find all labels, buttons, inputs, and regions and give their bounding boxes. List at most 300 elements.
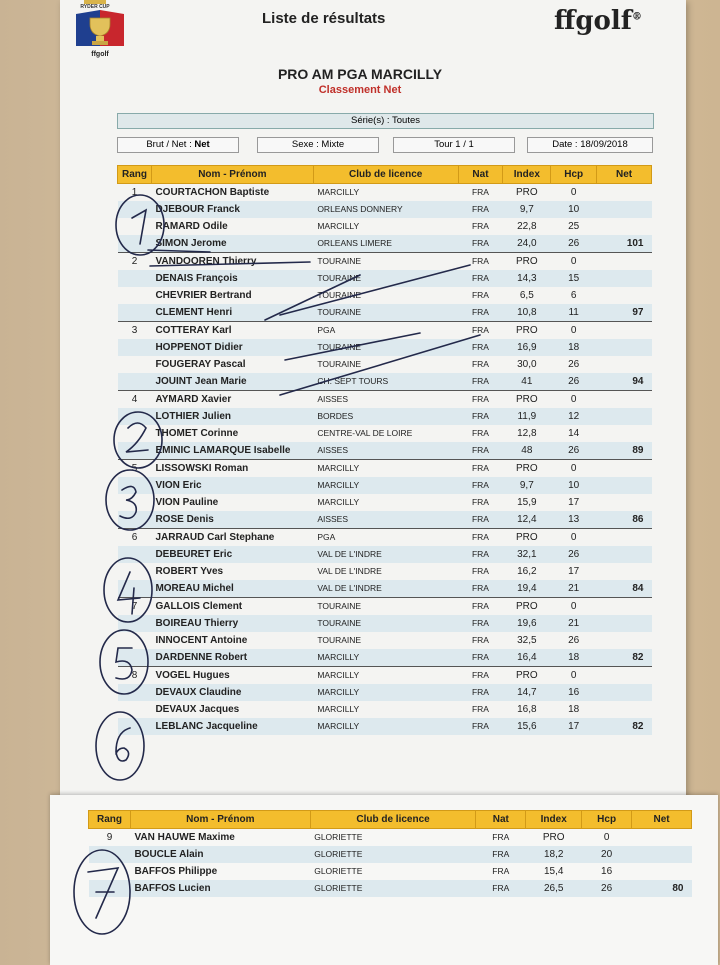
net-score: [597, 408, 652, 425]
nationality: FRA: [476, 880, 526, 897]
nationality: FRA: [471, 359, 489, 369]
col-club: Club de licence: [310, 811, 476, 829]
index-value: 22,8: [517, 221, 537, 232]
hcp-value: 0: [551, 460, 597, 478]
table-row: [118, 649, 652, 667]
nationality: FRA: [458, 253, 503, 271]
club-name: CENTRE-VAL DE LOIRE: [317, 428, 413, 438]
hcp-value: 25: [568, 221, 580, 232]
index-value: 16,8: [517, 704, 537, 715]
index-value: 9,7: [503, 201, 551, 218]
col-rang: Rang: [118, 166, 152, 184]
rank-cell: [118, 684, 152, 701]
index-value: 19,4: [503, 580, 551, 598]
hcp-value: 0: [551, 184, 597, 202]
player-name: CLEMENT Henri: [151, 304, 313, 322]
player-name: ROBERT Yves: [155, 566, 224, 577]
table-row: [118, 494, 652, 511]
net-score: [597, 615, 652, 632]
nationality: FRA: [458, 235, 503, 253]
table-row: [118, 598, 652, 616]
net-score: [597, 270, 652, 287]
table-row: [118, 442, 652, 460]
rank-cell: [118, 339, 152, 356]
index-value: 16,4: [503, 649, 551, 667]
hcp-value: 26: [582, 880, 632, 897]
hcp-value: 20: [582, 846, 632, 863]
net-score: [597, 391, 652, 409]
club-name: MARCILLY: [313, 667, 458, 685]
club-name: MARCILLY: [313, 184, 458, 202]
col-club: Club de licence: [313, 166, 458, 184]
net-score: [597, 218, 652, 235]
player-name: SIMON Jerome: [151, 235, 313, 253]
club-name: MARCILLY: [313, 649, 458, 667]
index-value: PRO: [503, 184, 551, 202]
nationality: FRA: [458, 322, 503, 340]
col-index: Index: [526, 811, 582, 829]
rank-cell: [118, 477, 152, 494]
table-row: [118, 511, 652, 529]
rank-cell: [118, 718, 152, 735]
hcp-value: 11: [551, 304, 597, 322]
nationality: FRA: [492, 866, 510, 876]
nationality: FRA: [476, 846, 526, 863]
rank-cell: [118, 649, 152, 667]
hcp-value: 18: [551, 339, 597, 356]
table-row: [118, 218, 652, 235]
col-nat: Nat: [476, 811, 526, 829]
index-value: 10,8: [503, 304, 551, 322]
nationality: FRA: [458, 442, 503, 460]
svg-text:RYDER CUP: RYDER CUP: [80, 4, 110, 10]
club-name: AISSES: [313, 511, 458, 529]
club-name: TOURAINE: [313, 598, 458, 616]
club-name: GLORIETTE: [310, 880, 476, 897]
net-score: [597, 632, 652, 649]
rank-cell: [118, 546, 152, 563]
rank-cell: 7: [118, 598, 152, 616]
nationality: FRA: [458, 460, 503, 478]
results-table-2: [88, 810, 692, 897]
net-score: [632, 829, 692, 847]
table-header: [118, 166, 652, 184]
player-name: DJEBOUR Franck: [151, 201, 313, 218]
player-name: GALLOIS Clement: [151, 598, 313, 616]
nationality: FRA: [458, 391, 503, 409]
club-name: TOURAINE: [313, 270, 458, 287]
club-name: ORLEANS LIMERE: [313, 235, 458, 253]
net-score: [597, 184, 652, 202]
hcp-value: 26: [551, 546, 597, 563]
player-name: JOUINT Jean Marie: [151, 373, 313, 391]
net-score: 82: [597, 649, 652, 667]
player-name: ROSE Denis: [151, 511, 313, 529]
tour-box: Tour 1 / 1: [393, 137, 515, 153]
nationality: FRA: [458, 339, 503, 356]
player-name: BOIREAU Thierry: [151, 615, 313, 632]
nationality: FRA: [458, 667, 503, 685]
club-name: MARCILLY: [313, 684, 458, 701]
table-row: [118, 201, 652, 218]
club-name: AISSES: [313, 442, 458, 460]
index-value: PRO: [503, 460, 551, 478]
player-name: DENAIS François: [151, 270, 313, 287]
rank-cell: [89, 863, 131, 880]
rank-cell: [118, 580, 152, 598]
table-row: [118, 373, 652, 391]
col-hcp: Hcp: [551, 166, 597, 184]
table-row: [118, 322, 652, 340]
results-table: [117, 165, 652, 735]
nationality: FRA: [471, 428, 489, 438]
index-value: 9,7: [503, 477, 551, 494]
hcp-value: 21: [551, 615, 597, 632]
nationality: FRA: [471, 704, 489, 714]
rank-cell: 2: [118, 253, 152, 271]
rank-cell: [118, 511, 152, 529]
index-value: 32,5: [517, 635, 537, 646]
sexe-box: Sexe : Mixte: [257, 137, 379, 153]
index-value: 19,6: [503, 615, 551, 632]
index-value: PRO: [503, 322, 551, 340]
hcp-value: 10: [551, 201, 597, 218]
rank-cell: [118, 632, 152, 649]
net-score: [597, 322, 652, 340]
rank-cell: 5: [118, 460, 152, 478]
index-value: 12,8: [517, 428, 537, 439]
player-name: BAFFOS Philippe: [134, 866, 218, 877]
club-name: TOURAINE: [317, 290, 362, 300]
nationality: FRA: [458, 546, 503, 563]
rank-cell: [118, 304, 152, 322]
nationality: FRA: [458, 373, 503, 391]
table-row: [118, 391, 652, 409]
club-name: BORDES: [313, 408, 458, 425]
player-name: BOUCLE Alain: [130, 846, 310, 863]
hcp-value: 16: [551, 684, 597, 701]
table-row: [118, 356, 652, 373]
table-row: [118, 667, 652, 685]
nationality: FRA: [458, 529, 503, 547]
rank-cell: 1: [118, 184, 152, 202]
player-name: RAMARD Odile: [155, 221, 228, 232]
hcp-value: 12: [551, 408, 597, 425]
index-value: PRO: [503, 667, 551, 685]
table-row: [89, 846, 692, 863]
hcp-value: 15: [551, 270, 597, 287]
index-value: 30,0: [517, 359, 537, 370]
rank-cell: [118, 235, 152, 253]
nationality: FRA: [458, 201, 503, 218]
col-net: Net: [597, 166, 652, 184]
hcp-value: 10: [551, 477, 597, 494]
hcp-value: 18: [551, 649, 597, 667]
table-row: [118, 235, 652, 253]
player-name: LEBLANC Jacqueline: [151, 718, 313, 735]
net-score: [597, 494, 652, 511]
table-header: [89, 811, 692, 829]
player-name: DARDENNE Robert: [151, 649, 313, 667]
table-row: [118, 718, 652, 735]
net-score: [597, 598, 652, 616]
player-name: DEBEURET Eric: [151, 546, 313, 563]
net-score: [597, 477, 652, 494]
table-row: [89, 829, 692, 847]
net-score: [597, 667, 652, 685]
hcp-value: 0: [551, 667, 597, 685]
rank-cell: 3: [118, 322, 152, 340]
net-score: [597, 287, 652, 304]
nationality: FRA: [458, 598, 503, 616]
nationality: FRA: [471, 497, 489, 507]
nationality: FRA: [458, 580, 503, 598]
index-value: 15,9: [517, 497, 537, 508]
col-index: Index: [503, 166, 551, 184]
index-value: PRO: [503, 529, 551, 547]
rank-cell: [118, 425, 152, 442]
table-row: [118, 563, 652, 580]
index-value: 26,5: [526, 880, 582, 897]
nationality: FRA: [458, 270, 503, 287]
event-name: PRO AM PGA MARCILLY: [277, 66, 443, 82]
club-name: TOURAINE: [313, 304, 458, 322]
nationality: FRA: [471, 221, 489, 231]
index-value: 32,1: [503, 546, 551, 563]
club-name: MARCILLY: [313, 477, 458, 494]
player-name: MOREAU Michel: [151, 580, 313, 598]
player-name: VOGEL Hugues: [151, 667, 313, 685]
rank-cell: [118, 356, 152, 373]
index-value: PRO: [526, 829, 582, 847]
net-score: 82: [597, 718, 652, 735]
club-name: MARCILLY: [317, 704, 360, 714]
player-name: LOTHIER Julien: [151, 408, 313, 425]
rank-cell: [118, 270, 152, 287]
table-row: [118, 339, 652, 356]
rank-cell: [118, 373, 152, 391]
date-box: Date : 18/09/2018: [527, 137, 653, 153]
club-name: MARCILLY: [317, 221, 360, 231]
player-name: DEVAUX Claudine: [151, 684, 313, 701]
hcp-value: 13: [551, 511, 597, 529]
club-name: TOURAINE: [317, 635, 362, 645]
hcp-value: 14: [568, 428, 580, 439]
club-name: VAL DE L'INDRE: [317, 566, 382, 576]
index-value: 6,5: [519, 290, 534, 301]
net-score: [597, 425, 652, 442]
hcp-value: 16: [601, 866, 613, 877]
net-score: [632, 863, 692, 880]
index-value: PRO: [503, 598, 551, 616]
net-score: [597, 701, 652, 718]
index-value: 16,9: [503, 339, 551, 356]
table-row: [118, 253, 652, 271]
club-name: GLORIETTE: [314, 866, 363, 876]
player-name: DEVAUX Jacques: [155, 704, 240, 715]
rank-cell: [118, 563, 152, 580]
net-score: [597, 339, 652, 356]
index-value: 41: [503, 373, 551, 391]
nationality: FRA: [458, 477, 503, 494]
rank-cell: [118, 701, 152, 718]
hcp-value: 18: [568, 704, 580, 715]
net-score: [597, 546, 652, 563]
net-score: [597, 201, 652, 218]
club-name: VAL DE L'INDRE: [313, 546, 458, 563]
nationality: FRA: [458, 615, 503, 632]
col-nom: Nom - Prénom: [130, 811, 310, 829]
player-name: THOMET Corinne: [155, 428, 239, 439]
table-row: [118, 615, 652, 632]
index-value: 24,0: [503, 235, 551, 253]
nationality: FRA: [476, 829, 526, 847]
net-score: [597, 253, 652, 271]
index-value: 14,3: [503, 270, 551, 287]
rank-cell: 9: [89, 829, 131, 847]
index-value: 15,6: [503, 718, 551, 735]
player-name: HOPPENOT Didier: [151, 339, 313, 356]
player-name: BAFFOS Lucien: [130, 880, 310, 897]
club-name: VAL DE L'INDRE: [313, 580, 458, 598]
net-score: [597, 684, 652, 701]
club-name: TOURAINE: [313, 253, 458, 271]
hcp-value: 17: [568, 497, 580, 508]
hcp-value: 26: [568, 635, 580, 646]
index-value: PRO: [503, 391, 551, 409]
index-value: 14,7: [503, 684, 551, 701]
net-score: [597, 460, 652, 478]
rank-cell: [118, 442, 152, 460]
nationality: FRA: [471, 290, 489, 300]
player-name: JARRAUD Carl Stephane: [151, 529, 313, 547]
table-row: [118, 684, 652, 701]
hcp-value: 0: [551, 322, 597, 340]
player-name: COTTERAY Karl: [151, 322, 313, 340]
index-value: 12,4: [503, 511, 551, 529]
rank-cell: [118, 287, 152, 304]
club-name: CH. SEPT TOURS: [313, 373, 458, 391]
col-hcp: Hcp: [582, 811, 632, 829]
table-row: [118, 425, 652, 442]
player-name: AYMARD Xavier: [151, 391, 313, 409]
club-name: PGA: [313, 529, 458, 547]
hcp-value: 0: [551, 253, 597, 271]
table-row: [118, 287, 652, 304]
hcp-value: 6: [570, 290, 577, 301]
index-value: 16,2: [517, 566, 537, 577]
club-name: MARCILLY: [313, 718, 458, 735]
col-rang: Rang: [89, 811, 131, 829]
table-row: [118, 701, 652, 718]
table-row: [118, 460, 652, 478]
net-score: [597, 356, 652, 373]
table-row: [89, 880, 692, 897]
table-row: [118, 580, 652, 598]
nationality: FRA: [471, 566, 489, 576]
hcp-value: 21: [551, 580, 597, 598]
table-row: [118, 304, 652, 322]
rank-cell: [118, 218, 152, 235]
page-title: Liste de résultats: [262, 10, 386, 27]
club-name: PGA: [313, 322, 458, 340]
index-value: 15,4: [543, 866, 564, 877]
net-score: 94: [597, 373, 652, 391]
col-nat: Nat: [458, 166, 503, 184]
club-name: AISSES: [313, 391, 458, 409]
player-name: FOUGERAY Pascal: [155, 359, 246, 370]
rank-cell: 8: [118, 667, 152, 685]
hcp-value: 26: [568, 359, 580, 370]
club-name: TOURAINE: [313, 339, 458, 356]
player-name: LISSOWSKI Roman: [151, 460, 313, 478]
hcp-value: 0: [551, 391, 597, 409]
player-name: VAN HAUWE Maxime: [130, 829, 310, 847]
table-row: [118, 270, 652, 287]
hcp-value: 0: [551, 598, 597, 616]
net-score: 89: [597, 442, 652, 460]
club-name: GLORIETTE: [310, 846, 476, 863]
player-name: VANDOOREN Thierry: [151, 253, 313, 271]
rank-cell: [118, 615, 152, 632]
rank-cell: [118, 201, 152, 218]
nationality: FRA: [458, 408, 503, 425]
svg-text:ffgolf: ffgolf: [91, 51, 109, 58]
net-score: 101: [597, 235, 652, 253]
index-value: 11,9: [503, 408, 551, 425]
rank-cell: [118, 408, 152, 425]
table-row: [118, 184, 652, 202]
index-value: 18,2: [526, 846, 582, 863]
net-score: 86: [597, 511, 652, 529]
nationality: FRA: [471, 635, 489, 645]
table-row: [118, 477, 652, 494]
nationality: FRA: [458, 718, 503, 735]
net-score: [632, 846, 692, 863]
index-value: 48: [503, 442, 551, 460]
player-name: EMINIC LAMARQUE Isabelle: [151, 442, 313, 460]
net-score: 80: [632, 880, 692, 897]
player-name: VION Pauline: [155, 497, 219, 508]
player-name: COURTACHON Baptiste: [151, 184, 313, 202]
nationality: FRA: [458, 684, 503, 701]
club-name: ORLEANS DONNERY: [313, 201, 458, 218]
hcp-value: 26: [551, 235, 597, 253]
club-name: TOURAINE: [313, 615, 458, 632]
rank-cell: 6: [118, 529, 152, 547]
nationality: FRA: [458, 649, 503, 667]
col-nom: Nom - Prénom: [151, 166, 313, 184]
player-name: INNOCENT Antoine: [155, 635, 248, 646]
hcp-value: 26: [551, 373, 597, 391]
player-name: VION Eric: [151, 477, 313, 494]
club-name: GLORIETTE: [310, 829, 476, 847]
nationality: FRA: [458, 511, 503, 529]
table-row: [118, 408, 652, 425]
hcp-value: 0: [551, 529, 597, 547]
table-row: [118, 546, 652, 563]
net-score: [597, 529, 652, 547]
ryder-cup-logo: [72, 0, 128, 60]
hcp-value: 17: [568, 566, 580, 577]
col-net: Net: [632, 811, 692, 829]
nationality: FRA: [458, 184, 503, 202]
index-value: PRO: [503, 253, 551, 271]
ranking-type: Classement Net: [318, 84, 402, 96]
net-score: 97: [597, 304, 652, 322]
net-score: [597, 563, 652, 580]
brut-net-box: Brut / Net : Net: [117, 137, 239, 153]
